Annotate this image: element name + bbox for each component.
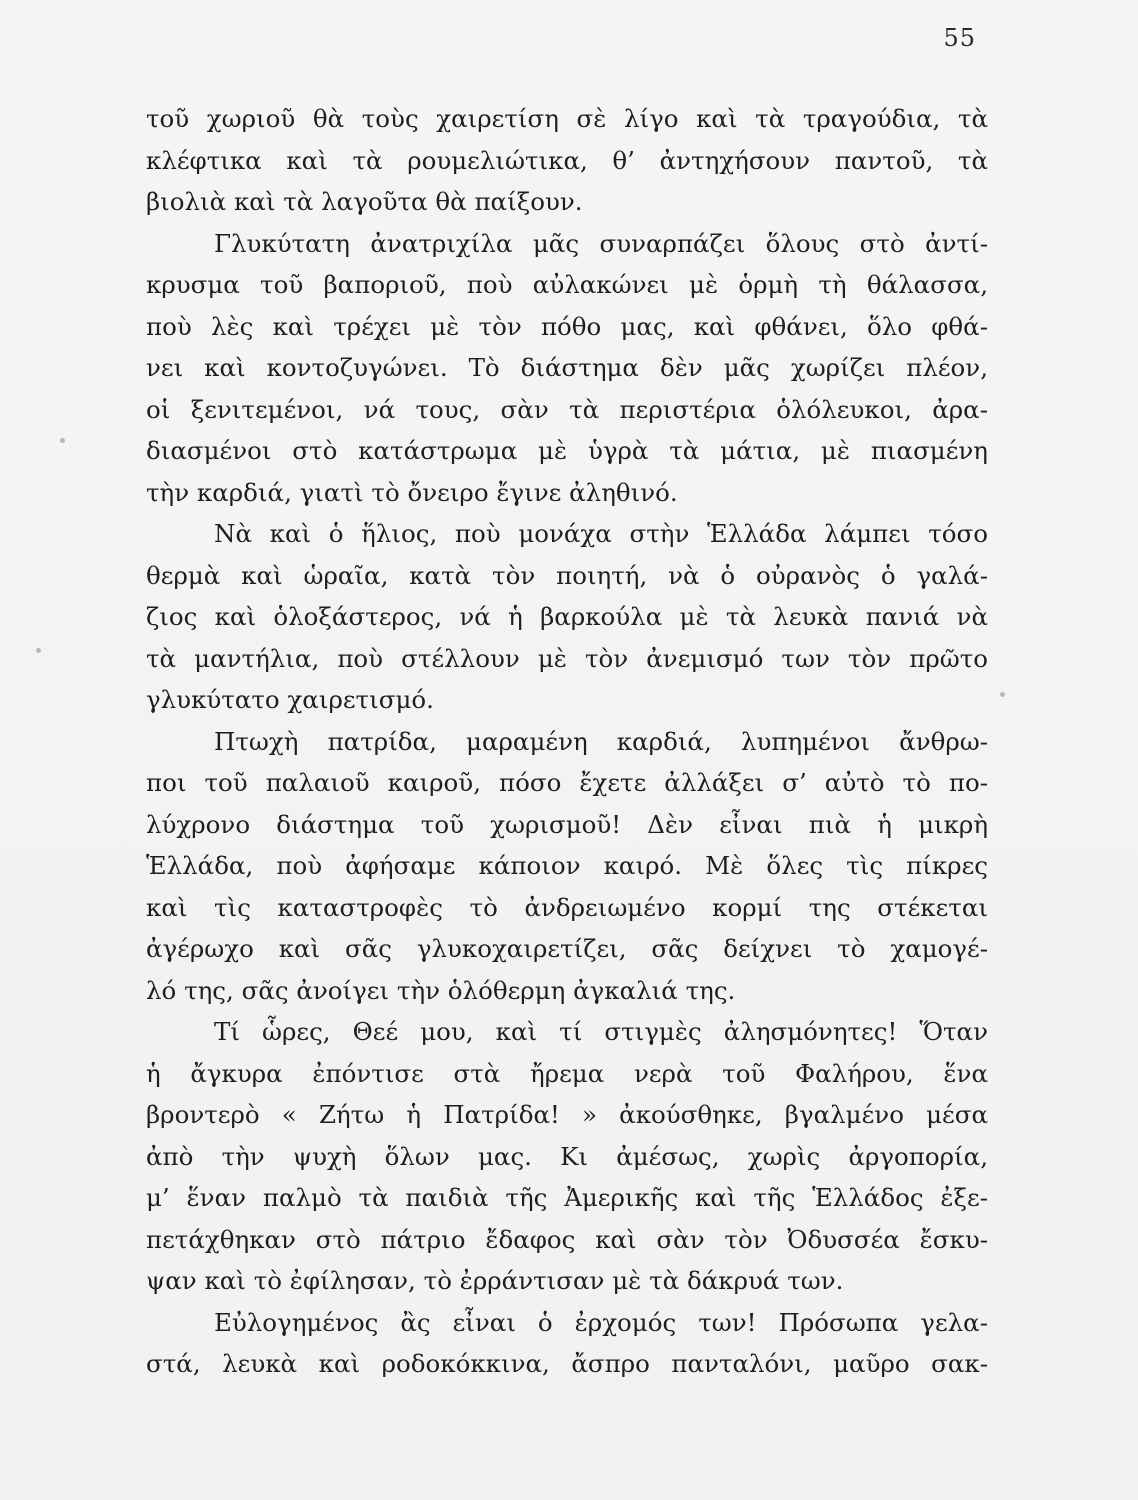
text-line: ἀγέρωχο καὶ σᾶς γλυκοχαιρετίζει, σᾶς δείχνει τὸ χαμογέ- (146, 934, 988, 963)
text-line: τὴν καρδιά, γιατὶ τὸ ὄνειρο ἔγινε ἀληθινό. (146, 477, 678, 507)
paper-speck (1000, 692, 1005, 697)
paragraph (146, 1011, 988, 1302)
text-line: γλυκύτατο χαιρετισμό. (146, 685, 434, 714)
text-line: καὶ τὶς καταστροφὲς τὸ ἀνδρειωμένο κορμί της στέκεται (146, 892, 988, 922)
text-line: Ἑλλάδα, ποὺ ἀφήσαμε κάποιον καιρό. Μὲ ὅλες τὶς πίκρες (146, 851, 988, 880)
paragraph (146, 223, 988, 514)
text-line: κλέφτικα καὶ τὰ ρουμελιώτικα, θ’ ἀντηχήσουν παντοῦ, τὰ (146, 145, 988, 175)
text-line: Τί ὧρες, Θεέ μου, καὶ τί στιγμὲς ἀλησμόνητες! Ὅταν (214, 1017, 988, 1046)
text-line: λύχρονο διάστημα τοῦ χωρισμοῦ! Δὲν εἶναι πιὰ ἡ μικρὴ (146, 809, 988, 839)
text-line: ψαν καὶ τὸ ἐφίλησαν, τὸ ἐρράντισαν μὲ τὰ δάκρυά των. (146, 1266, 844, 1295)
text-line: Εὐλογημένος ἂς εἶναι ὁ ἐρχομός των! Πρόσωπα γελα- (214, 1307, 988, 1337)
text-line: διασμένοι στὸ κατάστρωμα μὲ ὑγρὰ τὰ μάτια, μὲ πιασμένη (146, 436, 988, 465)
paper-speck (36, 648, 41, 653)
paragraph (146, 1302, 988, 1385)
text-line: ἡ ἄγκυρα ἐπόντισε στὰ ἤρεμα νερὰ τοῦ Φαλήρου, ἕνα (146, 1058, 988, 1088)
text-line: κρυσμα τοῦ βαποριοῦ, ποὺ αὐλακώνει μὲ ὁρμὴ τὴ θάλασσα, (146, 270, 988, 299)
page-number: 55 (943, 24, 976, 52)
text-line: βροντερὸ « Ζήτω ἡ Πατρίδα! » ἀκούσθηκε, βγαλμένο μέσα (146, 1100, 988, 1129)
text-line: τοῦ χωριοῦ θὰ τοὺς χαιρετίση σὲ λίγο καὶ τὰ τραγούδια, τὰ (146, 104, 988, 133)
text-line: ζιος καὶ ὁλοξάστερος, νά ἡ βαρκούλα μὲ τὰ λευκὰ πανιά νὰ (146, 602, 988, 631)
text-line: στά, λευκὰ καὶ ροδοκόκκινα, ἄσπρο πανταλόνι, μαῦρο σακ- (146, 1349, 988, 1378)
body-text (146, 98, 988, 1385)
text-line: Νὰ καὶ ὁ ἥλιος, ποὺ μονάχα στὴν Ἑλλάδα λάμπει τόσο (214, 519, 988, 548)
text-line: ποὺ λὲς καὶ τρέχει μὲ τὸν πόθο μας, καὶ φθάνει, ὅλο φθά- (146, 311, 988, 341)
text-line: τὰ μαντήλια, ποὺ στέλλουν μὲ τὸν ἀνεμισμό των τὸν πρῶτο (146, 643, 988, 673)
text-line: Πτωχὴ πατρίδα, μαραμένη καρδιά, λυπημένοι ἄνθρω- (214, 726, 988, 756)
text-line: λό της, σᾶς ἀνοίγει τὴν ὁλόθερμη ἀγκαλιά της. (146, 975, 736, 1005)
paragraph (146, 513, 988, 721)
paragraph (146, 98, 988, 223)
text-line: οἱ ξενιτεμένοι, νά τους, σὰν τὰ περιστέρια ὁλόλευκοι, ἀρα- (146, 394, 988, 424)
text-line: ποι τοῦ παλαιοῦ καιροῦ, πόσο ἔχετε ἀλλάξει σ’ αὐτὸ τὸ πο- (146, 768, 988, 797)
text-line: Γλυκύτατη ἀνατριχίλα μᾶς συναρπάζει ὅλους στὸ ἀντί- (214, 228, 988, 258)
paragraph (146, 721, 988, 1012)
text-line: θερμὰ καὶ ὡραῖα, κατὰ τὸν ποιητή, νὰ ὁ οὐρανὸς ὁ γαλά- (146, 560, 988, 590)
text-line: πετάχθηκαν στὸ πάτριο ἔδαφος καὶ σὰν τὸν Ὀδυσσέα ἔσκυ- (146, 1224, 988, 1254)
text-line: μ’ ἕναν παλμὸ τὰ παιδιὰ τῆς Ἀμερικῆς καὶ τῆς Ἑλλάδος ἐξε- (146, 1183, 988, 1212)
text-line: ἀπὸ τὴν ψυχὴ ὅλων μας. Κι ἀμέσως, χωρὶς ἀργοπορία, (146, 1141, 988, 1171)
text-line: βιολιὰ καὶ τὰ λαγοῦτα θὰ παίξουν. (146, 187, 583, 216)
text-line: νει καὶ κοντοζυγώνει. Τὸ διάστημα δὲν μᾶς χωρίζει πλέον, (146, 353, 988, 382)
paper-speck (60, 438, 65, 443)
